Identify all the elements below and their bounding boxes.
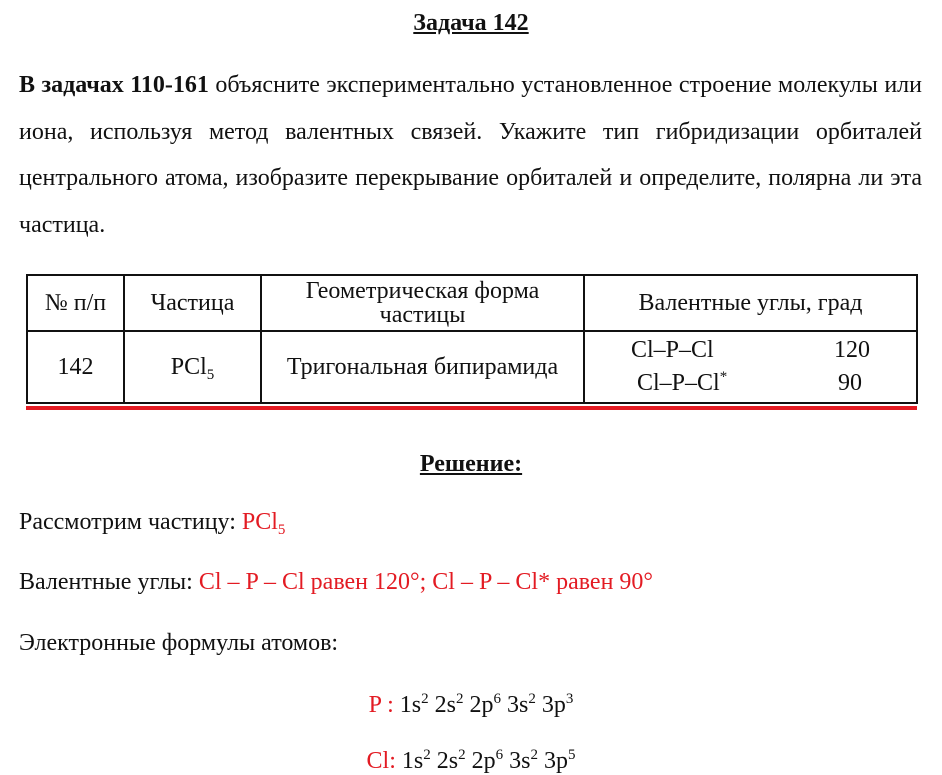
header-particle: Частица: [124, 275, 261, 331]
angle-label-text: Cl–P–Cl: [637, 370, 720, 396]
task-range-bold: В задачах 110-161: [19, 72, 209, 98]
consider-particle-line: [19, 508, 285, 536]
table-header-row: [27, 275, 917, 331]
orbital-exponent: 2: [458, 747, 466, 763]
p-separator: :: [381, 692, 400, 718]
orbital-base: 3p: [537, 748, 568, 774]
cl-symbol-text: Cl: [366, 748, 390, 774]
orbital-base: 1s: [401, 748, 424, 774]
task-title: Задача 142: [413, 10, 529, 36]
cell-shape: Тригональная бипирамида: [261, 331, 584, 403]
angle-label: Cl–P–Cl: [631, 337, 714, 363]
particle-formula-base: PCl: [170, 353, 207, 380]
p-orbitals: [400, 692, 574, 718]
orbital-exponent: 5: [567, 747, 576, 763]
cl-symbol: [367, 748, 402, 774]
angle-label: [637, 367, 727, 400]
orbital-base: 3s: [503, 748, 531, 774]
cl-orbitals: [402, 748, 576, 774]
consider-particle-base: PCl: [241, 509, 278, 535]
electron-formulas-label: Электронные формулы атомов:: [19, 630, 339, 656]
p-symbol-text: P: [368, 692, 382, 718]
particle-formula-subscript: 5: [206, 366, 215, 383]
consider-label: Рассмотрим частицу:: [19, 509, 242, 535]
orbital-base: 2p: [465, 748, 496, 774]
cell-angles: [584, 331, 917, 403]
orbital-base: 2s: [430, 748, 459, 774]
orbital-base: 3s: [500, 692, 529, 718]
consider-particle: [241, 509, 286, 538]
task-table: [26, 274, 918, 404]
task-description: [19, 62, 922, 248]
cell-particle: [124, 331, 261, 403]
cell-num: 142: [27, 331, 124, 403]
consider-particle-subscript: 5: [277, 522, 286, 538]
orbital-exponent: 3: [565, 691, 574, 707]
header-angles: Валентные углы, град: [584, 275, 917, 331]
cl-electron-formula: [0, 747, 942, 775]
angle-row: [585, 367, 916, 400]
angles-text: Cl – P – Cl равен 120°; Cl – P – Cl* равен 90°: [198, 569, 654, 595]
cl-separator: :: [389, 748, 402, 774]
orbital-exponent: 2: [423, 747, 431, 763]
angle-row: [585, 334, 916, 367]
orbital-base: 2s: [428, 692, 456, 718]
red-underline-divider: [26, 406, 917, 410]
angle-star: *: [719, 369, 728, 385]
valence-angles-line: [19, 568, 653, 596]
angle-value: 90: [838, 370, 862, 396]
task-description-text: объясните экспериментально установленное строение молекулы или иона, используя метод валентных связей. Укажите тип гибридизации орбиталей центрального атома, изобразите перекрывание орбиталей и определите, полярна ли эта частица.: [19, 72, 922, 238]
table-row: [27, 331, 917, 403]
orbital-exponent: 6: [495, 747, 504, 763]
header-shape: Геометрическая форма частицы: [261, 275, 584, 331]
orbital-base: 2p: [463, 692, 494, 718]
orbital-base: 1s: [399, 692, 422, 718]
orbital-base: 3p: [535, 692, 566, 718]
orbital-exponent: 2: [455, 691, 464, 707]
orbital-exponent: 2: [530, 747, 538, 763]
orbital-exponent: 6: [493, 691, 501, 707]
p-symbol: [369, 692, 400, 718]
header-num: № п/п: [27, 275, 124, 331]
solution-heading: Решение:: [419, 451, 523, 477]
p-electron-formula: [0, 691, 942, 719]
angles-label: Валентные углы:: [19, 569, 199, 595]
orbital-exponent: 2: [421, 691, 429, 707]
orbital-exponent: 2: [528, 691, 536, 707]
angle-value: 120: [834, 337, 870, 363]
